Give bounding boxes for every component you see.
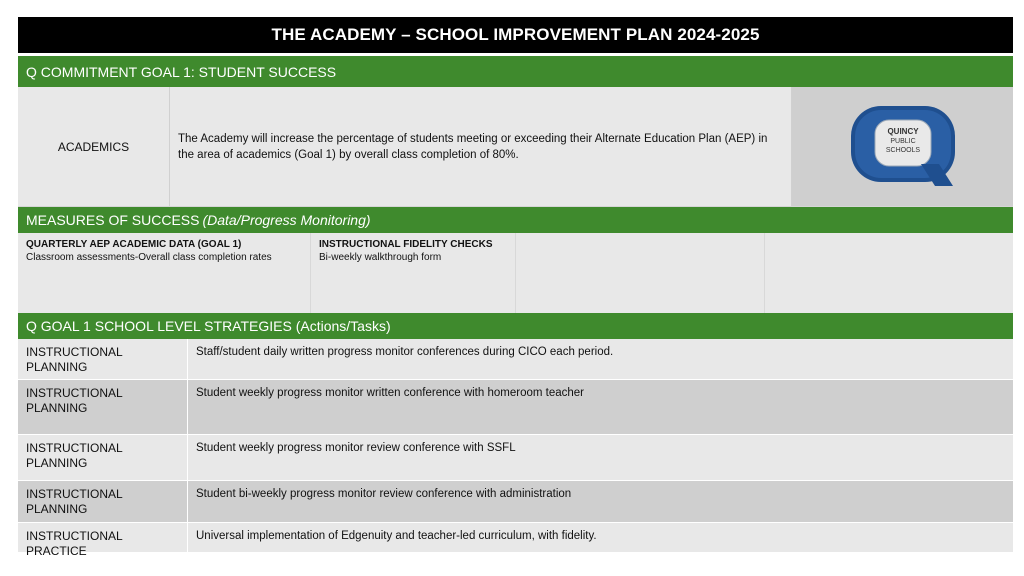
academics-goal-text: The Academy will increase the percentage of students meeting or exceeding their Alternate Education Plan (AEP) in the area of academics (Goal 1) by overall class completion of 80%. bbox=[170, 87, 792, 206]
logo-line-2: PUBLIC bbox=[889, 137, 916, 145]
measures-subheading: (Data/Progress Monitoring) bbox=[202, 212, 371, 228]
strategy-label: INSTRUCTIONAL PRACTICE bbox=[18, 523, 188, 552]
commitment-goal-header: Q COMMITMENT GOAL 1: STUDENT SUCCESS bbox=[18, 56, 1013, 87]
measure-cell-4-empty bbox=[765, 233, 1013, 313]
academics-row bbox=[18, 87, 1013, 207]
quincy-q-icon bbox=[843, 102, 963, 192]
strategy-text: Staff/student daily written progress monitor conferences during CICO each period. bbox=[196, 346, 614, 358]
measures-heading: MEASURES OF SUCCESS bbox=[26, 212, 200, 228]
measure-title-1: QUARTERLY AEP ACADEMIC DATA (GOAL 1) bbox=[26, 239, 242, 250]
academics-label: ACADEMICS bbox=[18, 87, 170, 206]
measure-cell-2 bbox=[311, 233, 516, 313]
improvement-plan-slide bbox=[18, 17, 1013, 558]
strategies-header: Q GOAL 1 SCHOOL LEVEL STRATEGIES (Actions/Tasks) bbox=[18, 313, 1013, 339]
quincy-logo bbox=[792, 87, 1013, 206]
measure-title-2: INSTRUCTIONAL FIDELITY CHECKS bbox=[319, 239, 493, 250]
measure-detail-2: Bi-weekly walkthrough form bbox=[319, 252, 442, 263]
logo-line-1: QUINCY bbox=[886, 126, 919, 136]
strategy-label: INSTRUCTIONAL PLANNING bbox=[18, 435, 188, 480]
strategy-label: INSTRUCTIONAL PLANNING bbox=[18, 380, 188, 434]
strategy-row bbox=[18, 380, 1013, 435]
measure-detail-1: Classroom assessments-Overall class completion rates bbox=[26, 252, 272, 263]
strategy-row bbox=[18, 523, 1013, 558]
measures-header bbox=[18, 207, 1013, 233]
measure-cell-1 bbox=[18, 233, 311, 313]
page-title: THE ACADEMY – SCHOOL IMPROVEMENT PLAN 2024-2025 bbox=[18, 17, 1013, 53]
logo-line-3: SCHOOLS bbox=[885, 146, 920, 154]
strategy-row bbox=[18, 339, 1013, 380]
strategy-text: Student weekly progress monitor written conference with homeroom teacher bbox=[196, 387, 584, 399]
strategy-text: Student weekly progress monitor review conference with SSFL bbox=[196, 442, 516, 454]
strategy-label: INSTRUCTIONAL PLANNING bbox=[18, 481, 188, 522]
measures-row bbox=[18, 233, 1013, 313]
strategy-text: Universal implementation of Edgenuity and teacher-led curriculum, with fidelity. bbox=[196, 530, 597, 542]
strategy-label: INSTRUCTIONAL PLANNING bbox=[18, 339, 188, 379]
strategy-row bbox=[18, 435, 1013, 481]
strategy-text: Student bi-weekly progress monitor review conference with administration bbox=[196, 488, 572, 500]
strategy-row bbox=[18, 481, 1013, 523]
measure-cell-3-empty bbox=[516, 233, 765, 313]
